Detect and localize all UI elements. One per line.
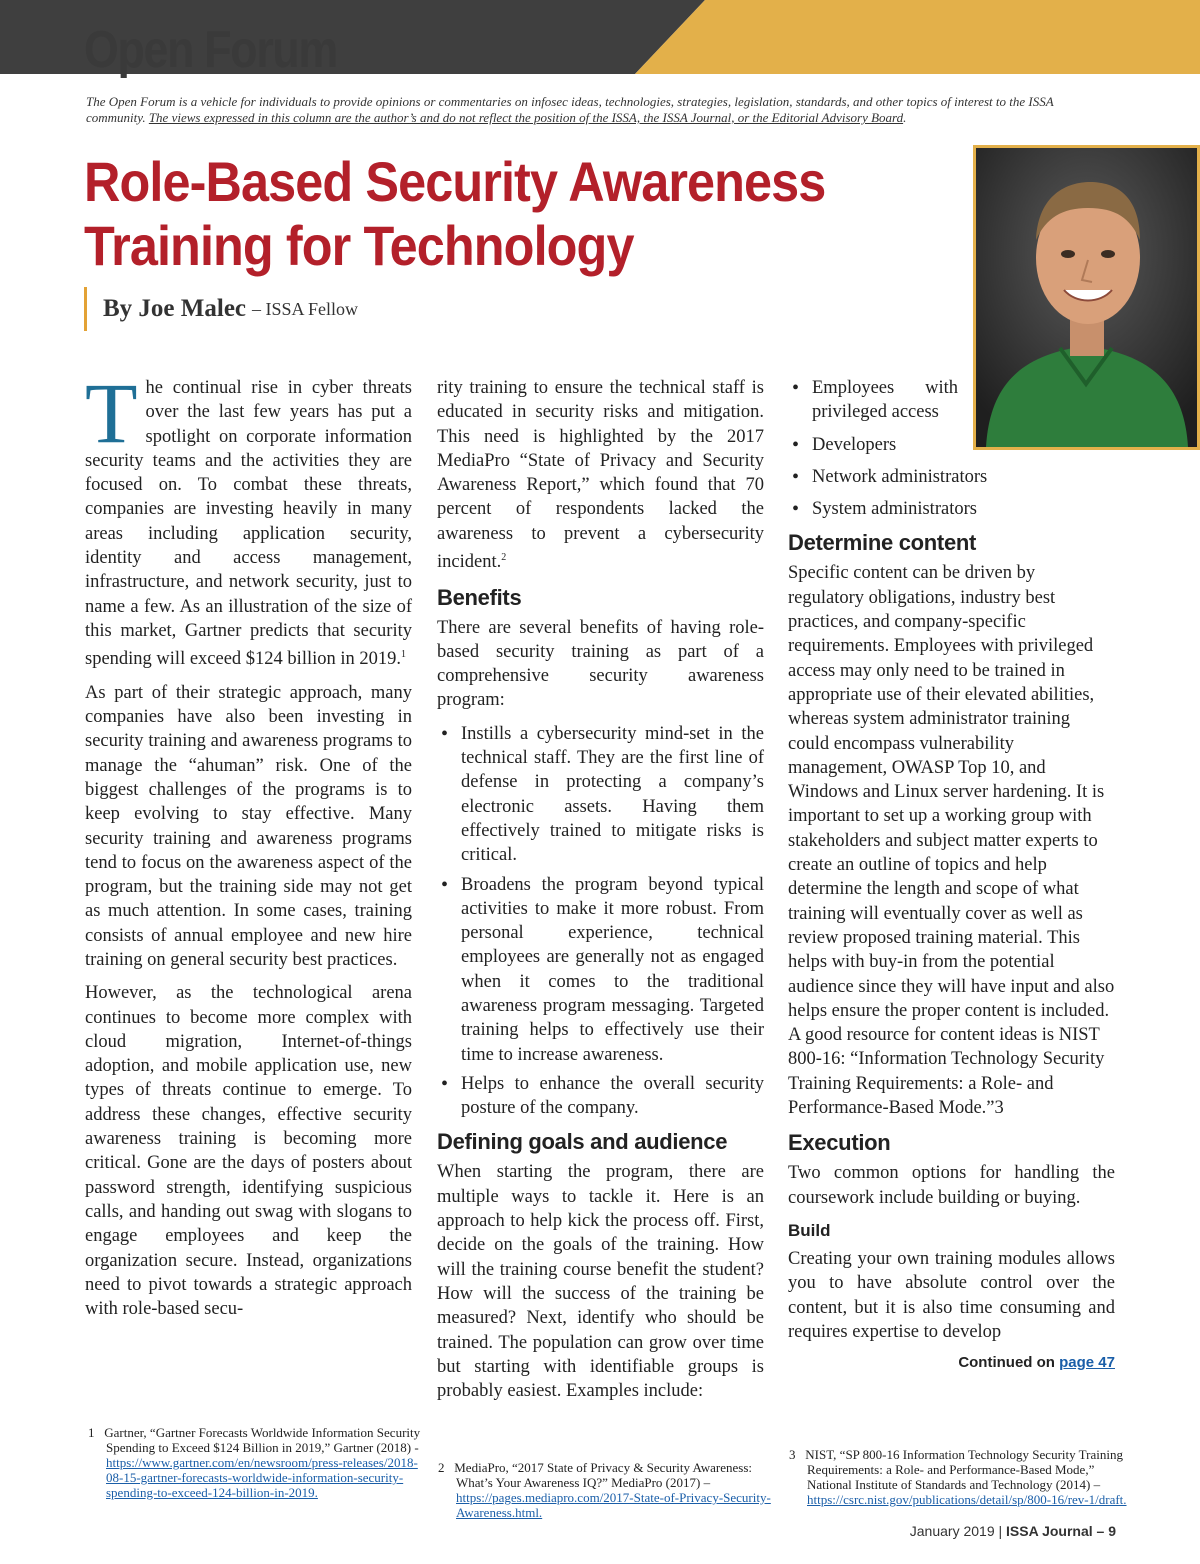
paragraph <box>437 376 764 575</box>
footnote-3 <box>789 1447 1137 1507</box>
banner-gold-band <box>635 0 1200 74</box>
list-item: • Network administrators <box>788 465 1052 489</box>
continued-label: Continued on <box>958 1354 1060 1372</box>
list-item: • Developers <box>788 433 958 457</box>
byline <box>84 287 358 331</box>
intro-end: . <box>903 110 907 125</box>
footnote-link[interactable]: https://pages.mediapro.com/2017-State-of-Privacy-Security-Awareness.html. <box>456 1490 771 1520</box>
open-forum-intro <box>86 94 1116 126</box>
article-title-line-2: Training for Technology <box>84 214 634 277</box>
paragraph: Creating your own training modules allows you to have absolute control over the content, but it is also time consuming and requires expertise to develop <box>788 1248 1115 1342</box>
footnote-number: 2 <box>438 1460 445 1475</box>
footnote-ref: 1 <box>401 649 406 661</box>
footnote-number: 3 <box>789 1447 796 1462</box>
paragraph: As part of their strategic approach, many companies have also been investing in security training and awareness programs to manage the “ahuman” risk. One of the biggest challenges of the programs is to keep evolving to stay effective. Many security training and awareness programs tend to focus on the awareness aspect of the program, but the training side may not get as much attention. In some cases, training consists of annual employee and new hire training on general security best practices. <box>85 682 412 970</box>
intro-text: The Open Forum is a vehicle for individuals to provide opinions or commentaries on infosec ideas, technologies, strategies, legislation, standards, and other topics of interest to the ISSA community. <box>86 94 1054 125</box>
list-item: • Helps to enhance the overall security posture of the company. <box>437 1072 764 1121</box>
groups-list <box>788 376 988 521</box>
footnote-ref: 2 <box>501 552 507 564</box>
list-item: • Instills a cybersecurity mind-set in the technical staff. They are the first line of defense in protecting a company’s electronic assets. Having them effectively trained to mitigate risks is critical. <box>437 722 764 868</box>
column-2 <box>437 376 764 1412</box>
list-item: • System administrators <box>788 497 1052 521</box>
article-title <box>84 150 858 278</box>
column-1 <box>85 365 412 1330</box>
continued-page-link[interactable]: page 47 <box>1059 1354 1115 1372</box>
author-role: – ISSA Fellow <box>252 298 359 319</box>
footnote-1 <box>88 1425 426 1500</box>
folio-date: January 2019 | <box>909 1523 1007 1539</box>
footnote-text: NIST, “SP 800-16 Information Technology Security Training Requirements: a Role- and Performance-Based Mode,” National Institute of Standards and Technology (2014) – <box>805 1447 1123 1492</box>
footnote-text: Gartner, “Gartner Forecasts Worldwide Information Security Spending to Exceed $124 Billion in 2019,” Gartner (2018) - <box>104 1425 421 1455</box>
heading-execution: Execution <box>788 1130 891 1156</box>
paragraph: However, as the technological arena continues to become more complex with cloud migration, Internet-of-things adoption, and mobile application use, new types of threats continue to emerge. To address these changes, effective security awareness training is becoming more critical. Gone are the days of posters about password strength, identifying suspicious calls, and handing out swag with slogans to engage employees and keep the organization secure. Instead, organizations need to pivot towards a strategic approach with role-based secu- <box>85 983 412 1320</box>
paragraph-text: he continual rise in cyber threats over the last few years has put a spotlight on corporate information security teams and the activities they are focused on. To combat these threats, companies are investing heavily in many areas including application security, identity and access management, infrastructure, and network security, just to name a few. As an illustration of the size of this market, Gartner predicts that security spending will exceed $124 billion in 2019. <box>85 378 412 670</box>
footnote-text: MediaPro, “2017 State of Privacy & Security Awareness: What’s Your Awareness IQ?” MediaPro (2017) – <box>454 1460 752 1490</box>
footnote-link[interactable]: https://www.gartner.com/en/newsroom/press-releases/2018-08-15-gartner-forecasts-worldwide-information-security-spending-to-exceed-124-billion-in-2019. <box>106 1455 418 1500</box>
heading-goals: Defining goals and audience <box>437 1129 728 1155</box>
paragraph-text: rity training to ensure the technical staff is educated in security risks and mitigation. This need is highlighted by the 2017 MediaPro “State of Privacy and Security Awareness Report,” which found that 70 percent of respondents lacked the awareness to prevent a cybersecurity incident. <box>437 378 764 573</box>
list-item: • Broadens the program beyond typical activities to make it more robust. From personal experience, technical employees are generally not as engaged when it comes to the traditional awareness program messaging. Targeted training helps to effectively use their time to increase awareness. <box>437 873 764 1067</box>
paragraph <box>85 365 412 672</box>
paragraph: There are several benefits of having role-based security training as part of a comprehensive security awareness program: <box>437 617 764 711</box>
paragraph: Specific content can be driven by regulatory obligations, industry best practices, and company-specific requirements. Employees with privileged access may only need to be trained in appropriate use of their elevated abilities, whereas system administrator training could encompass vulnerability management, OWASP Top 10, and Windows and Linux server hardening. It is important to set up a working group with stakeholders and subject matter experts to create an outline of topics and help determine the length and scope of what training will eventually cover as well as review proposed training material. This helps with buy-in from the potential audience since they will have input and also helps ensure the proper content is included. A good resource for content ideas is NIST 800-16: “Information Technology Security Training Requirements: a Role- and Performance-Based Mode.”3 <box>788 563 1115 1119</box>
section-title: Open Forum <box>84 21 337 79</box>
heading-content: Determine content <box>788 530 977 556</box>
drop-cap: T <box>85 365 138 461</box>
folio-journal: ISSA Journal – 9 <box>1006 1523 1116 1539</box>
author-name: By Joe Malec <box>103 295 247 322</box>
article-title-line-1: Role-Based Security Awareness <box>84 150 826 213</box>
footnote-2 <box>438 1460 786 1520</box>
heading-build: Build <box>788 1220 831 1240</box>
benefits-list <box>437 722 764 1121</box>
heading-benefits: Benefits <box>437 584 522 610</box>
footnote-number: 1 <box>88 1425 95 1440</box>
footnote-link[interactable]: https://csrc.nist.gov/publications/detail/sp/800-16/rev-1/draft. <box>807 1492 1127 1507</box>
list-item: • Employees with privileged access <box>788 376 958 425</box>
intro-disclaimer: The views expressed in this column are the author’s and do not reflect the position of the ISSA, the ISSA Journal, or the Editorial Advisory Board <box>148 110 904 125</box>
page-folio <box>910 1523 1116 1539</box>
paragraph: Two common options for handling the coursework include building or buying. <box>788 1163 1115 1208</box>
continued-notice <box>788 1353 1115 1373</box>
column-3 <box>788 376 1115 1373</box>
paragraph: When starting the program, there are multiple ways to tackle it. Here is an approach to help kick the process off. First, decide on the goals of the training. How will the training course benefit the student? How will the success of the training be measured? Next, identify who should be trained. The population can grow over time but starting with identifiable groups is probably easiest. Examples include: <box>437 1162 764 1402</box>
